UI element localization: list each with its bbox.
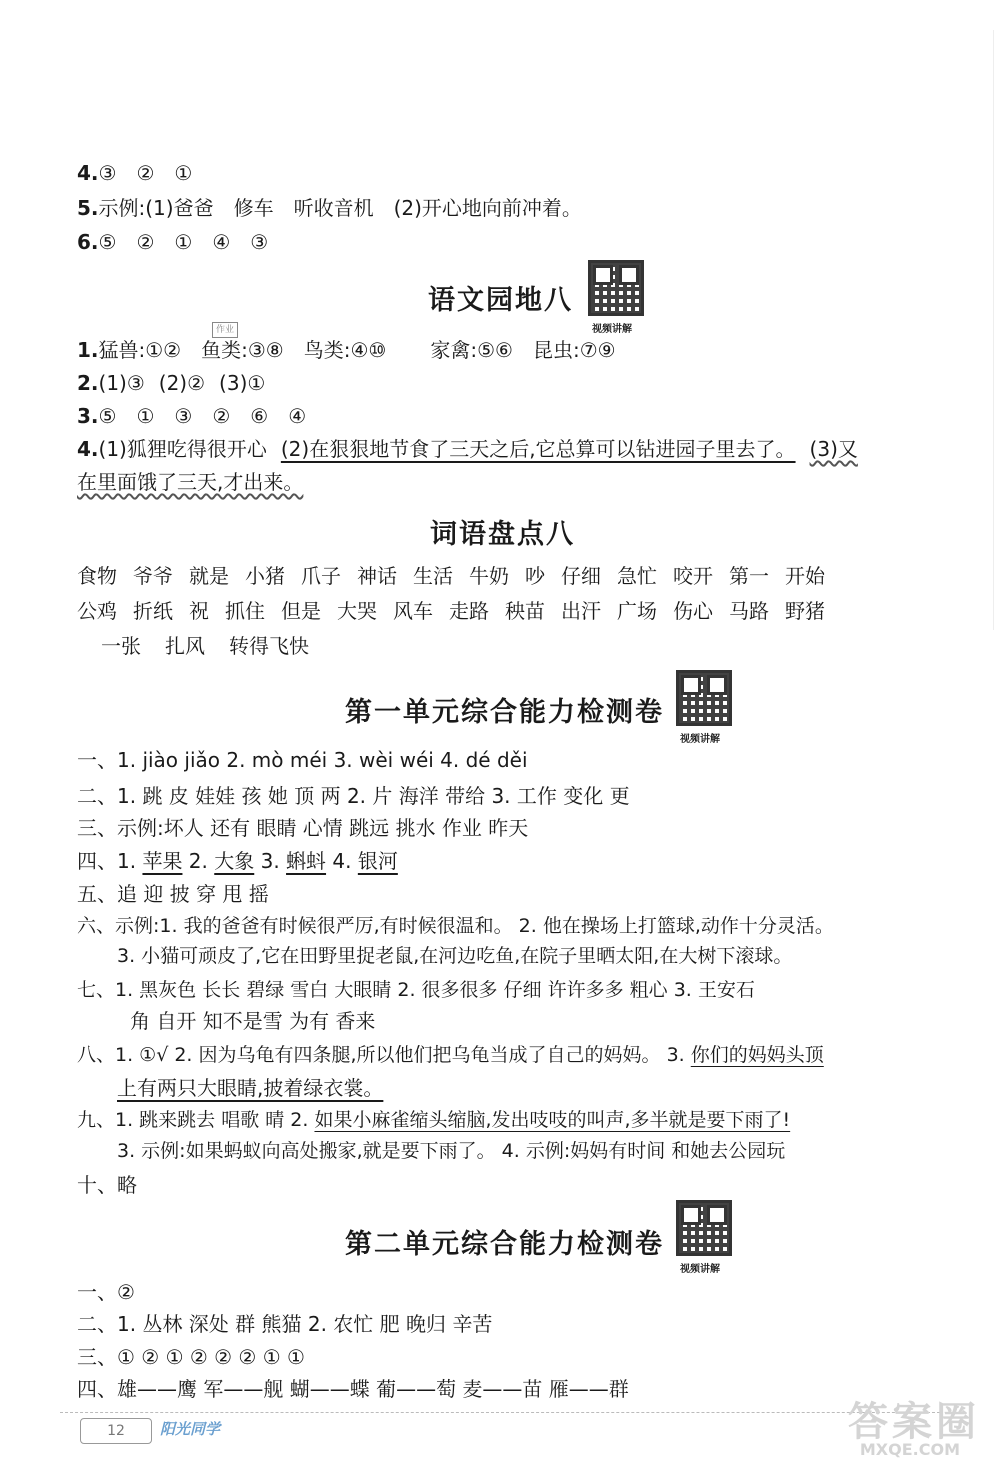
vocab-word: 小猪 <box>245 564 285 588</box>
unit1-q1: 一、1. jiào jiǎo 2. mò méi 3. wèi wéi 4. dé děi <box>77 748 528 772</box>
vocab-word: 生活 <box>413 564 453 588</box>
unit1-q2: 二、1. 跳 皮 娃娃 孩 她 顶 两 2. 片 海洋 带给 3. 工作 变化 更 <box>77 784 630 808</box>
qr-code-icon[interactable] <box>676 670 732 726</box>
vocab-word: 但是 <box>281 599 321 623</box>
vocab-word: 秧苗 <box>505 599 545 623</box>
section-title-garden: 语文园地八 <box>428 285 573 316</box>
vocab-word: 爪子 <box>301 564 341 588</box>
vocab-word: 吵 <box>525 564 545 588</box>
vocab-word: 抓住 <box>225 599 265 623</box>
garden-line-4-cont: 在里面饿了三天,才出来。 <box>77 470 304 494</box>
vocab-word: 一张 <box>101 634 141 658</box>
unit1-q3: 三、示例:坏人 还有 眼睛 心情 跳远 挑水 作业 昨天 <box>77 816 529 840</box>
vocab-word: 折纸 <box>133 599 173 623</box>
vocab-word: 开始 <box>785 564 825 588</box>
section-title-unit2: 第二单元综合能力检测卷 <box>345 1229 664 1260</box>
vocab-word: 大哭 <box>337 599 377 623</box>
vocab-word: 马路 <box>729 599 769 623</box>
unit1-q8b: 上有两只大眼睛,披着绿衣裳。 <box>117 1076 384 1100</box>
section-title-unit1: 第一单元综合能力检测卷 <box>345 697 664 728</box>
unit2-q1: 一、② <box>77 1280 135 1304</box>
unit1-q10: 十、略 <box>77 1173 137 1197</box>
qr-label: 视频讲解 <box>592 324 632 335</box>
vocab-word: 公鸡 <box>77 599 117 623</box>
garden-line-3: 3.⑤ ① ③ ② ⑥ ④ <box>77 404 307 428</box>
vocab-word: 走路 <box>449 599 489 623</box>
vocab-word: 爷爷 <box>133 564 173 588</box>
vocab-word: 祝 <box>189 599 209 623</box>
unit1-q7a: 七、1. 黑灰色 长长 碧绿 雪白 大眼睛 2. 很多很多 仔细 许许多多 粗心 3. 王安石 <box>77 979 755 1001</box>
vocab-word: 转得飞快 <box>229 634 309 658</box>
unit1-q9b: 3. 示例:如果蚂蚁向高处搬家,就是要下雨了。 4. 示例:妈妈有时间 和她去公园玩 <box>117 1140 786 1162</box>
qr-code-icon[interactable] <box>676 1200 732 1256</box>
brand-logo: 阳光同学 <box>160 1420 221 1438</box>
answer-line-4: 4.③ ② ① <box>77 161 193 185</box>
page-number: 12 <box>80 1418 152 1444</box>
words-row-3 <box>101 633 333 659</box>
stamp-icon: 作业 <box>212 322 238 338</box>
qr-label: 视频讲解 <box>680 1264 720 1275</box>
unit1-q6b: 3. 小猫可顽皮了,它在田野里捉老鼠,在河边吃鱼,在院子里晒太阳,在大树下滚球。 <box>117 945 793 967</box>
garden-line-2: 2.(1)③ (2)② (3)① <box>77 371 266 395</box>
footer-divider <box>60 1412 940 1413</box>
words-row-1 <box>77 563 841 589</box>
vocab-word: 野猪 <box>785 599 825 623</box>
vocab-word: 就是 <box>189 564 229 588</box>
vocab-word: 第一 <box>729 564 769 588</box>
vocab-word: 仔细 <box>561 564 601 588</box>
watermark-logo: 答案圈 <box>848 1399 980 1445</box>
unit1-q4: 四、1. 苹果 2. 大象 3. 蝌蚪 4. 银河 <box>77 849 398 873</box>
unit1-q9a: 九、1. 跳来跳去 唱歌 晴 2. 如果小麻雀缩头缩脑,发出吱吱的叫声,多半就是要下雨了! <box>77 1109 791 1131</box>
watermark-url: MXQE.COM <box>859 1440 960 1459</box>
unit1-q7b: 角 自开 知不是雪 为有 香来 <box>130 1009 376 1033</box>
vocab-word: 伤心 <box>673 599 713 623</box>
qr-code-icon[interactable] <box>588 260 644 316</box>
vocab-word: 扎风 <box>165 634 205 658</box>
unit2-q3: 三、① ② ① ② ② ② ① ① <box>77 1345 305 1369</box>
answer-line-5: 5.示例:(1)爸爸 修车 听收音机 (2)开心地向前冲着。 <box>77 196 582 220</box>
qr-label: 视频讲解 <box>680 734 720 745</box>
garden-line-4: 4.(1)狐狸吃得很开心 (2)在狠狠地节食了三天之后,它总算可以钻进园子里去了。 (3)又 <box>77 437 858 461</box>
vocab-word: 牛奶 <box>469 564 509 588</box>
vocab-word: 神话 <box>357 564 397 588</box>
answer-line-6: 6.⑤ ② ① ④ ③ <box>77 230 269 254</box>
section-title-words: 词语盘点八 <box>430 519 575 550</box>
vocab-word: 出汗 <box>561 599 601 623</box>
unit1-q8a: 八、1. ①√ 2. 因为乌龟有四条腿,所以他们把乌龟当成了自己的妈妈。 3. 你们的妈妈头顶 <box>77 1044 824 1066</box>
unit2-q4: 四、雄——鹰 军——舰 蝴——蝶 葡——萄 麦——苗 雁——群 <box>77 1377 629 1401</box>
words-row-2 <box>77 598 841 624</box>
vocab-word: 急忙 <box>617 564 657 588</box>
unit1-q5: 五、追 迎 披 穿 甩 摇 <box>77 882 269 906</box>
vocab-word: 广场 <box>617 599 657 623</box>
page-edge <box>993 30 994 630</box>
vocab-word: 食物 <box>77 564 117 588</box>
vocab-word: 咬开 <box>673 564 713 588</box>
vocab-word: 风车 <box>393 599 433 623</box>
unit1-q6a: 六、示例:1. 我的爸爸有时候很严厉,有时候很温和。 2. 他在操场上打篮球,动作十分灵活。 <box>77 915 834 937</box>
unit2-q2: 二、1. 丛林 深处 群 熊猫 2. 农忙 肥 晚归 辛苦 <box>77 1312 493 1336</box>
garden-line-1: 1.猛兽:①② 鱼类:③⑧ 鸟类:④⑩ 家禽:⑤⑥ 昆虫:⑦⑨ <box>77 338 616 362</box>
